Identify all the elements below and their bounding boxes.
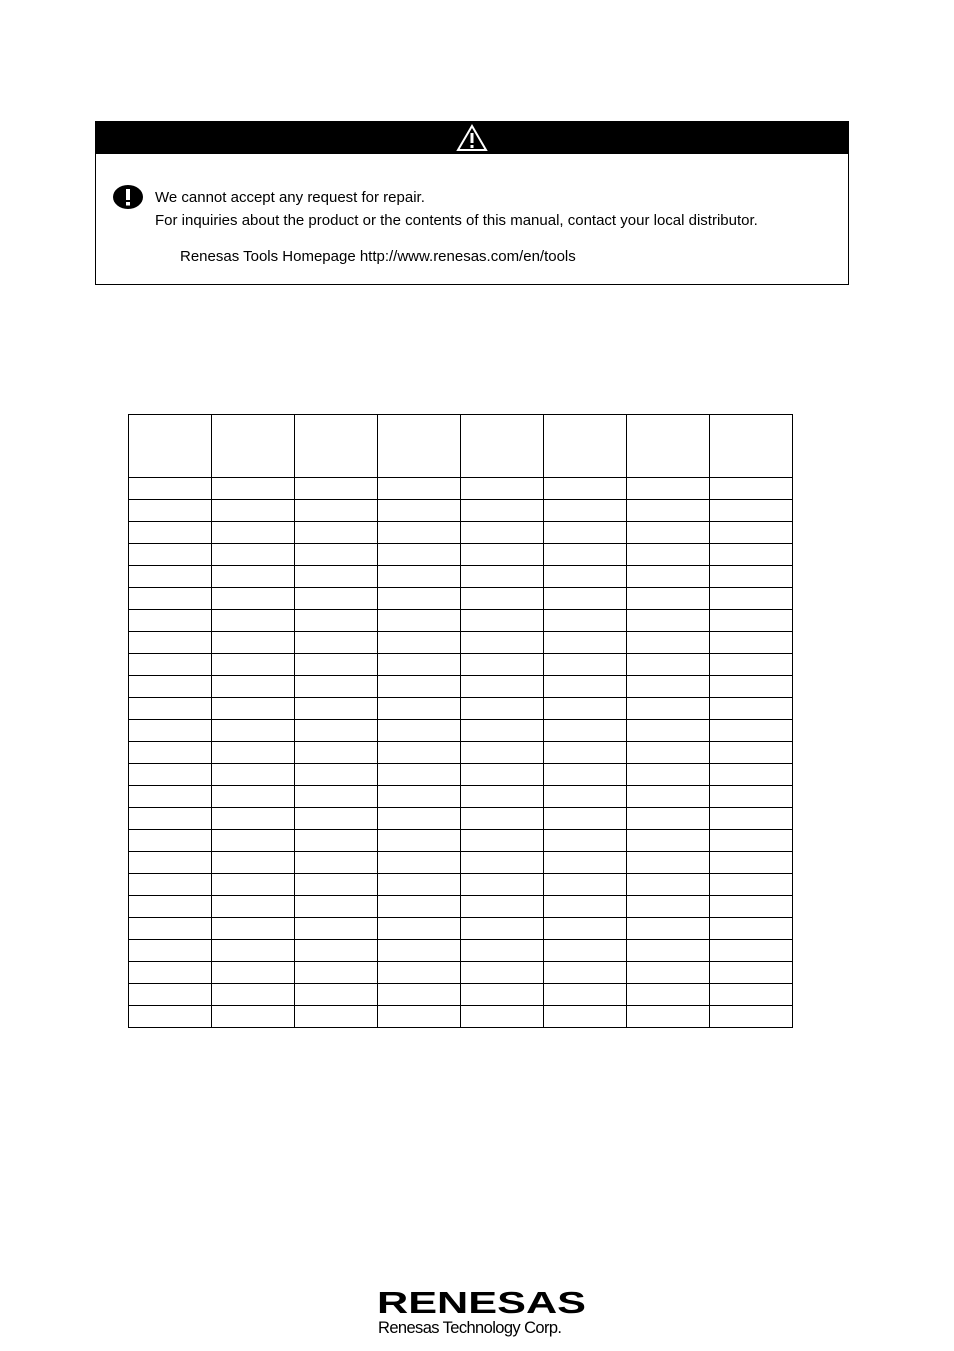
table-cell: [212, 786, 295, 808]
table-cell: [461, 874, 544, 896]
table-cell: [378, 896, 461, 918]
table-cell: [129, 984, 212, 1006]
table-cell: [710, 698, 793, 720]
table-cell: [295, 786, 378, 808]
table-cell: [627, 786, 710, 808]
table-cell: [129, 852, 212, 874]
table-cell: [212, 896, 295, 918]
table-cell: [627, 632, 710, 654]
table-cell: [544, 566, 627, 588]
table-cell: [378, 698, 461, 720]
table-cell: [710, 720, 793, 742]
table-cell: [627, 654, 710, 676]
table-cell: [295, 940, 378, 962]
table-cell: [295, 830, 378, 852]
table-cell: [378, 808, 461, 830]
table-cell: [544, 808, 627, 830]
table-cell: [295, 654, 378, 676]
caution-line-inquiries: For inquiries about the product or the contents of this manual, contact your local distributor.: [155, 212, 758, 229]
table-cell: [544, 984, 627, 1006]
table-cell: [295, 698, 378, 720]
table-cell: [461, 478, 544, 500]
table-cell: [544, 786, 627, 808]
table-row: [129, 786, 793, 808]
table-cell: [627, 742, 710, 764]
table-cell: [378, 764, 461, 786]
table-cell: [544, 676, 627, 698]
table-cell: [129, 632, 212, 654]
table-cell: [295, 808, 378, 830]
table-cell: [295, 984, 378, 1006]
table-cell: [295, 962, 378, 984]
table-cell: [129, 720, 212, 742]
table-row: [129, 984, 793, 1006]
table-row: [129, 874, 793, 896]
table-cell: [710, 874, 793, 896]
table-cell: [295, 522, 378, 544]
table-cell: [378, 742, 461, 764]
table-cell: [710, 632, 793, 654]
table-cell: [295, 896, 378, 918]
table-cell: [461, 786, 544, 808]
table-cell: [378, 984, 461, 1006]
table-row: [129, 940, 793, 962]
table-row: [129, 522, 793, 544]
table-cell: [295, 720, 378, 742]
table-cell: [129, 478, 212, 500]
table-row: [129, 830, 793, 852]
table-cell: [544, 522, 627, 544]
table-cell: [461, 918, 544, 940]
table-cell: [295, 478, 378, 500]
table-cell: [627, 500, 710, 522]
table-row: [129, 764, 793, 786]
table-cell: [378, 830, 461, 852]
table-cell: [627, 852, 710, 874]
table-cell: [212, 500, 295, 522]
table-cell: [378, 588, 461, 610]
table-cell: [544, 742, 627, 764]
table-cell: [378, 654, 461, 676]
table-cell: [544, 654, 627, 676]
table-row: [129, 676, 793, 698]
table-cell: [710, 764, 793, 786]
table-cell: [710, 500, 793, 522]
table-cell: [212, 852, 295, 874]
table-cell: [544, 830, 627, 852]
table-cell: [461, 896, 544, 918]
table-cell: [461, 566, 544, 588]
table-cell: [295, 566, 378, 588]
table-cell: [544, 632, 627, 654]
table-cell: [461, 764, 544, 786]
table-cell: [627, 962, 710, 984]
table-cell: [212, 566, 295, 588]
table-cell: [627, 1006, 710, 1028]
table-cell: [544, 588, 627, 610]
table-cell: [710, 522, 793, 544]
table-cell: [378, 786, 461, 808]
table-cell: [627, 610, 710, 632]
table-cell: [461, 522, 544, 544]
table-cell: [129, 610, 212, 632]
table-cell: [295, 632, 378, 654]
table-cell: [212, 654, 295, 676]
table-cell: [212, 764, 295, 786]
table-cell: [212, 522, 295, 544]
table-row: [129, 918, 793, 940]
table-cell: [544, 918, 627, 940]
table-cell: [710, 588, 793, 610]
table-cell: [378, 566, 461, 588]
table-cell: [129, 654, 212, 676]
table-cell: [461, 1006, 544, 1028]
table-row: [129, 478, 793, 500]
table-cell: [378, 940, 461, 962]
table-cell: [129, 786, 212, 808]
table-cell: [710, 830, 793, 852]
table-cell: [378, 874, 461, 896]
table-cell: [129, 764, 212, 786]
caution-header: [96, 122, 848, 154]
table-cell: [461, 500, 544, 522]
table-cell: [129, 918, 212, 940]
table-cell: [544, 610, 627, 632]
table-cell: [461, 720, 544, 742]
table-cell: [295, 544, 378, 566]
table-cell: [461, 610, 544, 632]
table-cell: [627, 720, 710, 742]
table-cell: [710, 808, 793, 830]
table-cell: [461, 852, 544, 874]
table-cell: [627, 764, 710, 786]
table-cell: [212, 874, 295, 896]
table-cell: [378, 544, 461, 566]
table-cell: [378, 478, 461, 500]
renesas-logo: [377, 1287, 587, 1341]
table-cell: [212, 984, 295, 1006]
table-cell: [378, 676, 461, 698]
table-cell: [129, 415, 212, 478]
table-cell: [212, 962, 295, 984]
table-cell: [627, 566, 710, 588]
table-cell: [544, 1006, 627, 1028]
table-cell: [710, 918, 793, 940]
table-cell: [627, 415, 710, 478]
table-row: [129, 544, 793, 566]
table-cell: [627, 588, 710, 610]
caution-line-repair: We cannot accept any request for repair.: [155, 189, 425, 206]
table-cell: [627, 478, 710, 500]
table-row: [129, 852, 793, 874]
table-cell: [295, 852, 378, 874]
table-row: [129, 500, 793, 522]
table-cell: [212, 830, 295, 852]
table-row: [129, 698, 793, 720]
table-cell: [461, 544, 544, 566]
table-cell: [212, 1006, 295, 1028]
company-name: Renesas Technology Corp.: [378, 1319, 562, 1337]
table-cell: [627, 984, 710, 1006]
table-cell: [627, 522, 710, 544]
table-cell: [129, 522, 212, 544]
table-cell: [461, 698, 544, 720]
table-cell: [129, 544, 212, 566]
table-header-row: [129, 415, 793, 478]
table-cell: [129, 500, 212, 522]
table-cell: [710, 544, 793, 566]
table-cell: [710, 610, 793, 632]
table-row: [129, 896, 793, 918]
table-cell: [627, 676, 710, 698]
table-cell: [627, 698, 710, 720]
table-row: [129, 588, 793, 610]
table-cell: [295, 588, 378, 610]
table-cell: [378, 632, 461, 654]
table-cell: [378, 610, 461, 632]
table-cell: [212, 720, 295, 742]
table-cell: [295, 742, 378, 764]
table-cell: [710, 566, 793, 588]
table-cell: [627, 874, 710, 896]
table-cell: [212, 544, 295, 566]
table-cell: [461, 742, 544, 764]
table-cell: [212, 610, 295, 632]
table-cell: [295, 874, 378, 896]
table-cell: [295, 415, 378, 478]
table-cell: [378, 852, 461, 874]
table-cell: [710, 896, 793, 918]
table-cell: [295, 676, 378, 698]
table-cell: [627, 940, 710, 962]
table-cell: [378, 720, 461, 742]
table-cell: [461, 984, 544, 1006]
table-row: [129, 808, 793, 830]
table-cell: [544, 962, 627, 984]
table-cell: [627, 830, 710, 852]
table-cell: [129, 676, 212, 698]
table-cell: [461, 808, 544, 830]
table-cell: [295, 1006, 378, 1028]
table-cell: [461, 962, 544, 984]
table-cell: [544, 698, 627, 720]
table-cell: [544, 874, 627, 896]
table-row: [129, 962, 793, 984]
table-cell: [710, 984, 793, 1006]
table-cell: [212, 676, 295, 698]
table-cell: [627, 896, 710, 918]
table-cell: [129, 896, 212, 918]
table-cell: [295, 918, 378, 940]
table-cell: [710, 654, 793, 676]
table-cell: [295, 764, 378, 786]
table-cell: [378, 522, 461, 544]
table-row: [129, 654, 793, 676]
table-cell: [378, 962, 461, 984]
table-cell: [129, 940, 212, 962]
table-cell: [544, 764, 627, 786]
table-row: [129, 566, 793, 588]
table-cell: [710, 415, 793, 478]
table-cell: [544, 500, 627, 522]
table-cell: [212, 588, 295, 610]
table-cell: [710, 962, 793, 984]
table-cell: [378, 918, 461, 940]
table-cell: [129, 808, 212, 830]
table-cell: [627, 808, 710, 830]
table-row: [129, 720, 793, 742]
table-cell: [212, 742, 295, 764]
table-cell: [544, 940, 627, 962]
table-cell: [710, 852, 793, 874]
table-cell: [129, 1006, 212, 1028]
table-cell: [129, 830, 212, 852]
caution-line-homepage: Renesas Tools Homepage http://www.renesas.com/en/tools: [180, 248, 576, 265]
table-cell: [544, 720, 627, 742]
table-row: [129, 1006, 793, 1028]
table-cell: [212, 808, 295, 830]
exclamation-icon: [111, 184, 145, 210]
table-cell: [627, 544, 710, 566]
table-cell: [212, 415, 295, 478]
blank-table: [128, 414, 793, 1028]
table-cell: [710, 676, 793, 698]
caution-box: [95, 121, 849, 285]
table-cell: [129, 588, 212, 610]
table-row: [129, 610, 793, 632]
table-cell: [212, 632, 295, 654]
renesas-wordmark: [377, 1287, 587, 1317]
table-cell: [295, 500, 378, 522]
table-cell: [129, 742, 212, 764]
table-cell: [710, 742, 793, 764]
table-row: [129, 742, 793, 764]
table-cell: [378, 415, 461, 478]
table-cell: [710, 786, 793, 808]
table-cell: [544, 478, 627, 500]
table-cell: [295, 610, 378, 632]
table-cell: [212, 478, 295, 500]
table-cell: [461, 830, 544, 852]
svg-text:RENESAS: RENESAS: [377, 1287, 586, 1317]
table-cell: [212, 940, 295, 962]
table-cell: [710, 940, 793, 962]
table-cell: [129, 962, 212, 984]
table-cell: [544, 415, 627, 478]
table-row: [129, 632, 793, 654]
warning-triangle-icon: [455, 123, 489, 153]
table-cell: [378, 1006, 461, 1028]
table-cell: [129, 698, 212, 720]
table-cell: [129, 874, 212, 896]
table-cell: [710, 1006, 793, 1028]
table-cell: [627, 918, 710, 940]
table-cell: [378, 500, 461, 522]
table-cell: [544, 852, 627, 874]
table-cell: [461, 415, 544, 478]
table-cell: [461, 940, 544, 962]
table-cell: [461, 632, 544, 654]
table-cell: [129, 566, 212, 588]
table-cell: [461, 588, 544, 610]
table-cell: [544, 544, 627, 566]
table-cell: [461, 654, 544, 676]
table-cell: [212, 698, 295, 720]
table-cell: [710, 478, 793, 500]
table-cell: [461, 676, 544, 698]
table-cell: [544, 896, 627, 918]
table-cell: [212, 918, 295, 940]
